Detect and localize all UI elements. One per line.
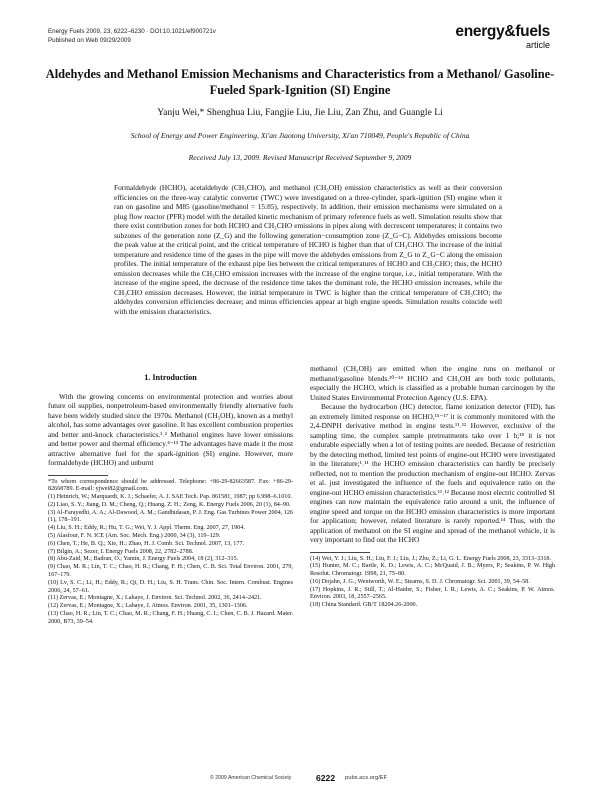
footnote: (1) Heinrich, W.; Marquardt, K. J.; Schaefer, A. J. SAE Tech. Pap. 861581, 1987; pp 6.998–6.1010.: [48, 494, 292, 501]
citation-line: Energy Fuels 2009, 23, 6222–6230 · DOI:10.1021/ef900721v: [48, 28, 216, 35]
footnotes-right: [310, 556, 555, 611]
intro-paragraph: With the growing concerns on environmental protection and worries about future oil supplies, nonpetroleum-based environmentally friendly alternative fuels have been widely studied since the 1970s. Methanol (CH₃OH), known as a methyl alcohol, has some advantages over gasoline. It has excellent combustion properties and better anti-knock characteristics.¹˒² Methanol engines have lower emissions and better power and thermal efficiency.⁴⁻¹³ The advantages have made it the most attractive alternative fuel for the spark-ignition (SI) engine. However, more formaldehyde (HCHO) and unburnt: [48, 391, 293, 467]
intro-paragraph: Because the hydrocarbon (HC) detector, flame ionization detector (FID), has an extremely limited response on HCHO,¹⁵⁻¹⁷ it is commonly monitored with the 2,4-DNPH derivative method in engine tests.¹¹˒¹² However, exclusive of the sampling time, the complex sample pretreatments take over 1 h;¹⁸ it is not endurable especially when a lot of testing points are needed. Because of restriction by the detecting method, limited test points of engine-out HCHO were investigated in the literature;¹˒¹¹ the HCHO emission characteristics can hardly be precisely reflected, not to mention the production mechanism of engine-out HCHO. Zervas et al. just investigated the influence of the fuels and equivalence ratio on the engine-out HCHO emission characteristics.¹¹˒¹² Because most electric controlled SI engines can now maintain the equivalence ratio around a unit, the influence of engine speed and torque on the HCHO emission characteristics is more important for application; however, related literature is rarely reported.¹⁴ Thus, with the application of methanol on the SI engine and spread of the methanol vehicle, it is very important to find out the HCHO: [310, 402, 555, 544]
journal-brand: [455, 24, 550, 51]
received-dates: Received July 13, 2009. Revised Manuscript Received September 9, 2009: [188, 153, 412, 162]
abstract: Formaldehyde (HCHO), acetaldehyde (CH₃CHO), and methanol (CH₃OH) emission characteristics as well as their conversion efficiencies on the three-way catalytic converter (TWC) were investigated on a three-cylinder, spark-ignition (SI) engine when it ran on gasoline and M85 (gasoline/methanol = 15:85), respectively. In addition, their emission mechanisms were simulated on a plug flow reactor (PFR) model with the detailed kinetic mechanism of primary reference fuels as well. Simulation results show that there exist contribution zones for both HCHO and CH₃CHO emissions in pipes along with decrescent temperatures; it contains two subzones of the generation zone (Z_G) and the following generation−consumption zone (Z_G−C). Aldehydes emissions become the peak value at the critical point, and the critical temperature of HCHO is higher than that of CH₃CHO. The increase of the initial temperature and residence time of the gases in the pipe will move the aldehydes emissions from Z_G to Z_G−C along the emission profiles. The initial temperature of the exhaust pipe lies between the critical temperatures of HCHO and CH₃CHO; thus, the HCHO emission decreases while the CH₃CHO emission increases with the increase of the engine torque, i.e., initial temperature. With the increase of the engine speed, the decrease of the residence time takes the dominant role, the HCHO emission increases, while the CH₃CHO emission decreases. However, the initial temperature in TWC is higher than the critical temperature of CH₃CHO; the aldehydes conversion efficiencies decrease; and minus efficiencies appear at high engine speeds. Simulation results coincide well with the emission characteristics.: [114, 183, 502, 316]
footnote: (6) Chen, T.; He, B. Q.; Xie, H.; Zhao, H. J. Comb. Sci. Technol. 2007, 13, 177.: [48, 540, 245, 547]
footnote: (15) Hunter, M. C.; Bartle, K. D.; Lewis, A. C.; McQuaid, J. B.; Myers, P.; Seakins, P. W. High Resolut. Chromatogr. 1998, 21, 75–80.: [310, 563, 555, 578]
copyright-notice: © 2009 American Chemical Society: [210, 775, 292, 781]
page-footer: [0, 773, 600, 785]
footnote: (16) Dojahn, J. G.; Wentworth, W. E.; Stearns, S. D. J. Chromatogr. Sci. 2001, 39, 54–58.: [310, 578, 530, 585]
footnote: (9) Chao, M. R.; Lin, T. C.; Chao, H. R.; Chang, F. H.; Chen, C. B. Sci. Total Environ. 2001, 279, 167–179.: [48, 564, 293, 579]
footnotes-left: [48, 479, 293, 627]
footnote: (3) Al-Farayedhi, A. A.; Al-Dawood, A. M.; Gandhidasan, P. J. Eng. Gas Turbines Power 2004, 126 (1), 178–191.: [48, 509, 293, 524]
footnote: (10) Lv, S. C.; Li, H.; Eddy, R.; Qi, D. H.; Liu, S. H. Trans. Chin. Soc. Intern. Combust. Engines 2006, 24, 57–61.: [48, 579, 293, 594]
footnote: (4) Liu, S. H.; Eddy, R.; Hu, T. G.; Wei, Y. J. Appl. Therm. Eng. 2007, 27, 1904.: [48, 525, 245, 532]
footnote: (11) Zervas, E.; Montagne, X.; Lahaye, J. Environ. Sci. Technol. 2002, 36, 2414–2421.: [48, 595, 262, 602]
footnote: (2) Liao, S. Y.; Jiang, D. M.; Cheng, Q.; Huang, Z. H.; Zeng, K. Energy Fuels 2006, 20 (1), 84–90.: [48, 501, 291, 508]
footnote: (8) Abu-Zaid, M.; Badran, O.; Yamin, J. Energy Fuels 2004, 18 (2), 312–315.: [48, 556, 239, 563]
journal-url[interactable]: pubs.acs.org/EF: [345, 775, 388, 781]
author-list: Yanju Wei,* Shenghua Liu, Fangjie Liu, Jie Liu, Zan Zhu, and Guangle Li: [157, 107, 443, 118]
footnote: (17) Hopkins, J. R.; Still, T.; Al-Haider, S.; Fisher, I. R.; Lewis, A. C.; Seakins, P. W. Atmos. Environ. 2003, 18, 2557–2565.: [310, 586, 555, 601]
footnote: (14) Wei, Y. J.; Liu, S. H.; Liu, F. J.; Liu, J.; Zhu, Z.; Li, G. L. Energy Fuels 2008, 23, 3313–3318.: [310, 555, 551, 562]
footnote: (18) China Standard. GB/T 18204.26-2000.: [310, 602, 418, 609]
footnote-divider: [310, 552, 370, 553]
published-line: Published on Web 09/29/2009: [48, 36, 131, 44]
right-column: [310, 364, 555, 610]
journal-logo: energy&fuels: [455, 23, 550, 40]
intro-paragraph: methanol (CH₃OH) are emitted when the engine runs on methanol or methanol/gasoline blends.¹⁰⁻¹⁴ HCHO and CH₃OH are both toxic pollutants, especially the HCHO, which is classified as a probable human carcinogen by the United States Environmental Protection Agency (U.S. EPA).: [310, 364, 555, 402]
header-meta: [48, 28, 348, 45]
article-type-label: article: [525, 40, 550, 50]
affiliation: School of Energy and Power Engineering, Xi'an Jiaotong University, Xi'an 710049, People's Republic of China: [130, 131, 470, 140]
footnote: (7) Bilgin, A.; Sezer, I. Energy Fuels 2008, 22, 2782–2788.: [48, 548, 194, 555]
footnote-divider: [48, 475, 108, 476]
footnote: (12) Zervas, E.; Montagne, X.; Lahaye, J. Atmos. Environ. 2001, 35, 1301–1306.: [48, 603, 248, 610]
footnote: (13) Chao, H. R.; Lin, T. C.; Chao, M. R.; Chang, F. H.; Huang, C. I.; Chen, C. B. J. Hazard. Mater. 2000, B73, 39–54.: [48, 611, 293, 625]
page-number: 6222: [316, 773, 336, 783]
section-heading: 1. Introduction: [144, 373, 197, 382]
footnote: *To whom correspondence should be addressed. Telephone: +86-29-82663587. Fax: +86-29-82668789. E-mail: yjwei82@gmail.com.: [48, 478, 293, 493]
paper-title: Aldehydes and Methanol Emission Mechanisms and Characteristics from a Methanol/ Gasoline-Fueled Spark-Ignition (SI) Engine: [45, 67, 555, 97]
footnote: (5) Alasfour, F. N. ICE (Am. Soc. Mech. Eng.) 2000, 34 (3), 119–129.: [48, 533, 221, 540]
left-column: [48, 364, 293, 627]
